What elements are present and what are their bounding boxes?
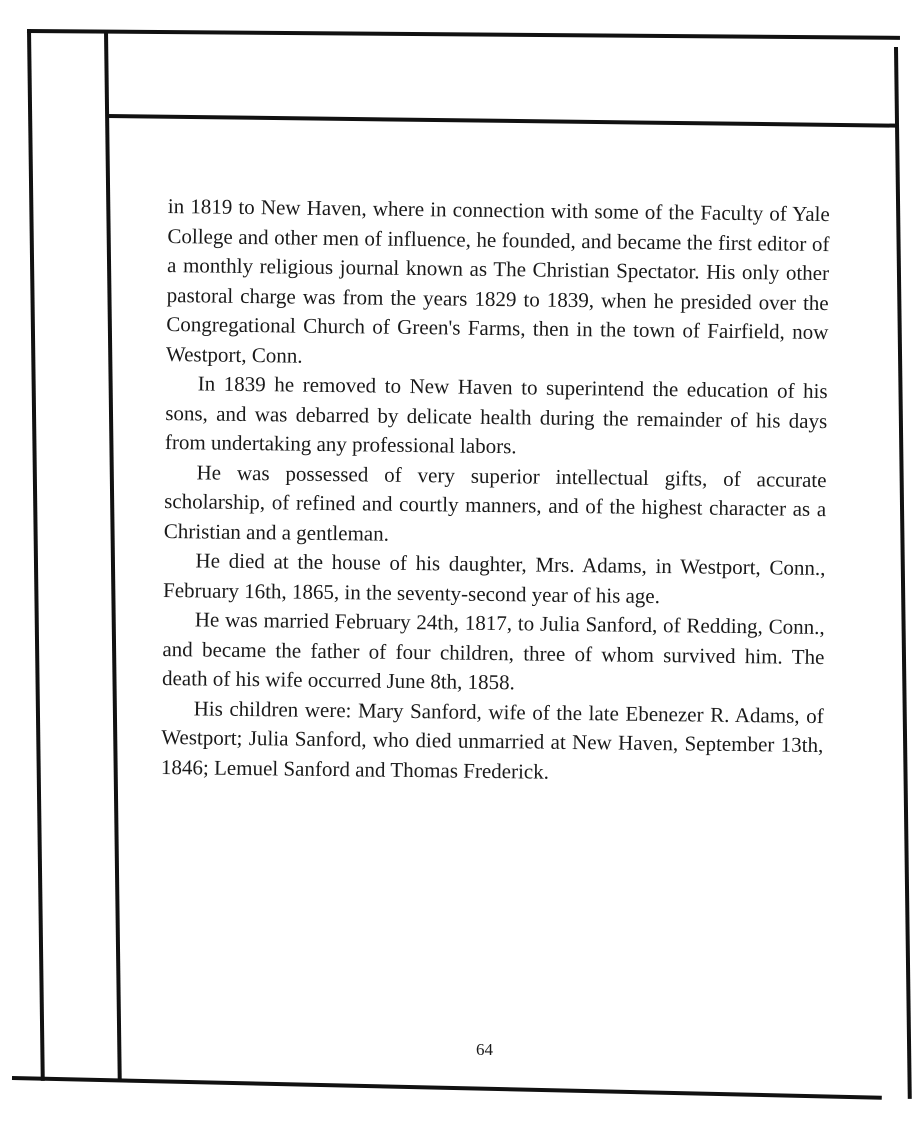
frame-inner-margin-rule [104,31,122,1079]
paragraph: In 1839 he removed to New Haven to superintend the education of his sons, and was debarred by delicate health during the remainder of his days from undertaking any professional labors. [164,371,828,459]
page-number: 64 [476,1040,493,1059]
frame-left-border [27,29,45,1081]
paragraph: He died at the house of his daughter, Mrs. Adams, in Westport, Conn., February 16th, 1865, in the seventy-second year of his age. [162,548,826,608]
paragraph: He was married February 24th, 1817, to Julia Sanford, of Redding, Conn., and became the father of four children, three of whom survived him. The death of his wife occurred June 8th, 1858. [161,607,825,695]
body-text [161,192,830,790]
header-divider-rule [107,114,897,128]
paragraph: in 1819 to New Haven, where in connection with some of the Faculty of Yale College and other men of influence, he founded, and became the first editor of a monthly religious journal known as The Christian Spectator. His only other pastoral charge was from the years 1829 to 1839, when he presided over the Congregational Church of Green's Farms, then in the town of Fairfield, now Westport, Conn. [165,193,830,368]
frame-right-border [894,47,912,1099]
frame-bottom-border [12,1076,882,1100]
frame-top-border [27,29,900,40]
paragraph: His children were: Mary Sanford, wife of the late Ebenezer R. Adams, of Westport; Julia Sanford, who died unmarried at New Haven, September 13th, 1846; Lemuel Sanford and Thomas Frederick. [160,695,824,784]
paragraph: He was possessed of very superior intellectual gifts, of accurate scholarship, of refined and courtly manners, and of the highest character as a Christian and a gentleman. [163,459,827,546]
